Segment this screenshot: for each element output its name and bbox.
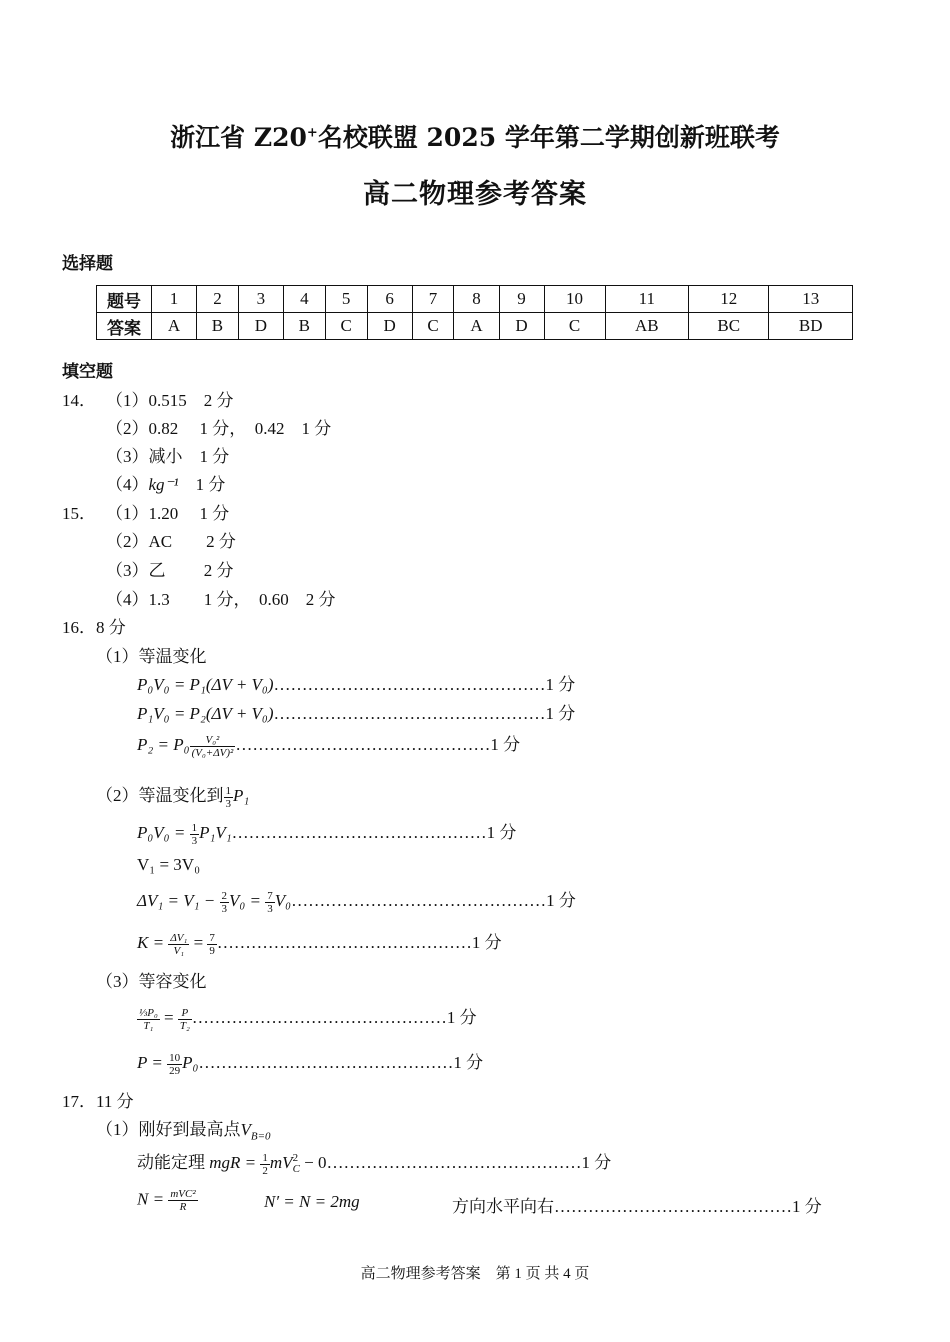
denominator: 3 (221, 902, 228, 915)
table-row-answers (97, 313, 853, 340)
label: 动能定理 (137, 1153, 205, 1172)
q15-part2: （2）AC 2 分 (106, 532, 236, 551)
numerator: 10 (169, 1051, 181, 1064)
table-cell: C (412, 313, 454, 340)
table-cell: AB (605, 313, 689, 340)
table-cell: B (283, 313, 325, 340)
score-label: 1 分 (545, 675, 576, 694)
table-cell: 12 (689, 286, 769, 313)
equation: P₁V₁ (199, 823, 232, 842)
direction-text: 方向水平向右 (452, 1197, 554, 1216)
table-cell: C (544, 313, 605, 340)
numerator: 2 (221, 889, 228, 902)
fraction (220, 890, 230, 915)
score-label: 1 分 (446, 1008, 477, 1027)
equation: P₀V₀ = (137, 823, 190, 842)
q17-normal-force: N′ = N = 2mg (264, 1192, 360, 1211)
title-suffix: 名校联盟 2025 学年第二学期创新班联考 (317, 123, 780, 152)
score-label: 1 分 (545, 704, 576, 723)
q14-part1: （1）0.515 2 分 (106, 391, 234, 410)
numerator: P (178, 1007, 192, 1020)
q15-part4: （4）1.3 1 分， 0.60 2 分 (106, 590, 336, 609)
numerator: mVC² (170, 1188, 196, 1200)
fraction (178, 1007, 192, 1032)
leader-dots: ……………………………………… (191, 1008, 447, 1027)
equation: P₀V₀ = P₁(ΔV + V₀) (137, 675, 274, 694)
title-superscript: + (306, 125, 318, 141)
q15-number: 15． (62, 504, 96, 523)
denominator: 29 (169, 1064, 181, 1077)
table-cell: 1 (152, 286, 197, 313)
q14-part4 (106, 470, 225, 495)
equation: ΔV₁ = V₁ − (137, 891, 220, 910)
table-cell: 11 (605, 286, 689, 313)
section-mc: 选择题 (62, 254, 113, 274)
score-label: 1 分 (490, 735, 521, 754)
q16-eq1 (137, 670, 575, 695)
table-cell: 9 (499, 286, 544, 313)
title-prefix: 浙江省 Z20 (170, 123, 307, 152)
equation: P₁ (233, 786, 250, 805)
equation: − 0 (299, 1153, 327, 1172)
table-cell: 5 (325, 286, 367, 313)
fraction (190, 822, 200, 847)
equation: P = (137, 1053, 168, 1072)
table-row-numbers (97, 286, 853, 313)
q17-part1 (96, 1115, 271, 1142)
score-label: 1 分 (453, 1053, 484, 1072)
q16-eq7 (137, 928, 502, 957)
page-subtitle: 高二物理参考答案 (363, 179, 587, 210)
denominator: T₂ (179, 1019, 190, 1032)
numerator: 7 (209, 931, 215, 944)
equation: K = (137, 933, 169, 952)
fraction (207, 932, 217, 957)
q15-part1: （1）1.20 1 分 (106, 504, 230, 523)
leader-dots: ……………………………………… (291, 891, 547, 910)
equation: N = (137, 1189, 169, 1209)
superscript: 2 (292, 1152, 299, 1165)
q16-part2 (96, 781, 249, 810)
q14-part2: （2）0.82 1 分， 0.42 1 分 (106, 419, 332, 438)
leader-dots: ……………………………………… (198, 1053, 454, 1072)
denominator: 3 (267, 902, 273, 915)
q16-eq2 (137, 699, 575, 724)
q17-eq2 (137, 1188, 198, 1213)
equation: mV (269, 1153, 293, 1172)
denominator: 3 (225, 797, 231, 810)
fraction (265, 890, 275, 915)
numerator: ΔV₁ (170, 931, 188, 944)
equation: mgR = (209, 1153, 261, 1172)
table-cell: D (238, 313, 283, 340)
fraction (167, 1052, 182, 1077)
equation: V (240, 1120, 251, 1139)
table-cell: B (197, 313, 239, 340)
numerator: 1 (191, 821, 198, 834)
part-label: （2）等温变化到 (96, 786, 224, 805)
table-cell: A (454, 313, 499, 340)
equation: V₀ (274, 891, 292, 910)
table-cell: 10 (544, 286, 605, 313)
table-cell: D (367, 313, 412, 340)
sub-sup (293, 1153, 300, 1175)
numerator: ⅓P₀ (139, 1006, 158, 1019)
table-cell: 8 (454, 286, 499, 313)
score-label: 1 分 (546, 891, 576, 910)
leader-dots: ……………………………………… (231, 823, 487, 842)
leader-dots: ………………………………………… (273, 675, 546, 694)
part-label: （1）刚好到最高点 (96, 1120, 241, 1139)
equation: V₀ = (229, 891, 266, 910)
q16-eq5: V₁ = 3V₀ (137, 855, 200, 874)
q14-part4-label: （4） (106, 475, 149, 494)
score-label: 1 分 (581, 1153, 612, 1172)
fraction (224, 785, 234, 810)
q17-heading: 17．11 分 (62, 1092, 134, 1111)
page-title (0, 118, 950, 154)
q14-number: 14． (62, 391, 96, 410)
denominator: V₁ (173, 944, 185, 957)
equation: = (189, 933, 208, 952)
numerator: V₀² (190, 734, 236, 747)
subscript: C (292, 1163, 300, 1176)
denominator: (V₀+ΔV)² (191, 746, 234, 759)
q16-part3: （3）等容变化 (96, 972, 207, 991)
table-cell: 7 (412, 286, 454, 313)
page-footer: 高二物理参考答案 第 1 页 共 4 页 (360, 1266, 590, 1282)
section-fill: 填空题 (62, 362, 113, 382)
q14-part4-math: kg⁻¹ (148, 475, 179, 494)
q17-eq1 (137, 1148, 611, 1177)
q16-eq3 (137, 730, 520, 759)
leader-dots: ………………………………………… (273, 704, 546, 723)
answer-table (96, 285, 853, 340)
table-cell: 2 (197, 286, 239, 313)
numerator: 7 (267, 889, 273, 902)
score-label: 1 分 (792, 1197, 822, 1216)
fraction (168, 1188, 197, 1213)
numerator: 1 (225, 784, 231, 797)
q16-eq8 (137, 1003, 477, 1032)
q17-direction (452, 1192, 822, 1217)
denominator: T₁ (143, 1019, 154, 1032)
fraction (137, 1007, 160, 1032)
score-label: 1 分 (486, 823, 517, 842)
table-cell: BC (689, 313, 769, 340)
leader-dots: …………………………………… (554, 1197, 792, 1216)
table-cell: 3 (238, 286, 283, 313)
fraction (190, 734, 236, 759)
q16-part1: （1）等温变化 (96, 647, 207, 666)
q16-heading: 16．8 分 (62, 618, 126, 637)
q14-part4-score: 1 分 (178, 475, 226, 494)
denominator: 9 (209, 944, 215, 957)
q15-part3: （3）乙 2 分 (106, 561, 234, 580)
denominator: 2 (262, 1164, 268, 1177)
leader-dots: ……………………………………… (326, 1153, 582, 1172)
denominator: 3 (191, 834, 198, 847)
score-label: 1 分 (471, 933, 502, 952)
q16-eq4 (137, 818, 516, 847)
table-cell: 13 (769, 286, 853, 313)
fraction (168, 932, 189, 957)
equation: P₂ = P₀ (137, 735, 190, 754)
q16-eq6 (137, 886, 576, 915)
table-cell: D (499, 313, 544, 340)
table-cell: BD (769, 313, 853, 340)
table-header-cell: 题号 (97, 286, 152, 313)
table-cell: C (325, 313, 367, 340)
equation: = (159, 1008, 178, 1027)
table-cell: 4 (283, 286, 325, 313)
equation: P₁V₀ = P₂(ΔV + V₀) (137, 704, 274, 723)
denominator: R (179, 1201, 187, 1213)
table-cell: 6 (367, 286, 412, 313)
table-cell: A (152, 313, 197, 340)
leader-dots: ……………………………………… (216, 933, 472, 952)
q16-eq9 (137, 1048, 483, 1077)
q14-part3: （3）减小 1 分 (106, 447, 230, 466)
subscript: B=0 (250, 1130, 271, 1143)
fraction (260, 1152, 270, 1177)
numerator: 1 (262, 1151, 268, 1164)
table-header-cell: 答案 (97, 313, 152, 340)
leader-dots: ……………………………………… (235, 735, 491, 754)
equation: P₀ (182, 1053, 199, 1072)
